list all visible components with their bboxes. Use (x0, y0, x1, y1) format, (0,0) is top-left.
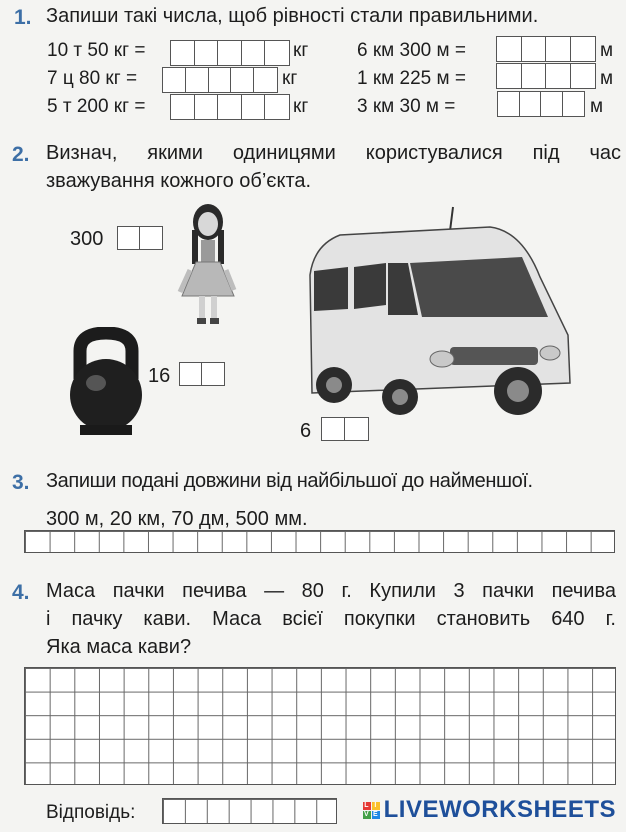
task1-number: 1. (14, 6, 32, 29)
task1-instruction: Запиши такі числа, щоб рівності стали правильними. (46, 5, 539, 27)
task4-line2: і пачку кави. Маса всієї покупки становить 640 г. (46, 608, 616, 630)
answer-label: Відповідь: (46, 802, 136, 823)
task1-expr-4: 6 км 300 м = (357, 40, 466, 61)
task1-unit-4: м (600, 40, 614, 61)
task1-expr-5: 1 км 225 м = (357, 68, 466, 89)
task1-expr-1: 10 т 50 кг = (47, 40, 146, 61)
answer-cells[interactable] (496, 63, 596, 89)
task2-line1: Визнач, якими одиницями користувалися під час (46, 142, 621, 164)
doll-image (170, 200, 240, 328)
task2-line2: зважування кожного об’єкта. (46, 170, 312, 192)
solution-grid[interactable] (24, 667, 616, 785)
logo-text: LIVEWORKSHEETS (383, 796, 616, 823)
logo-icon: L I V E (364, 801, 379, 818)
task3-instruction: Запиши подані довжини від найбільшої до найменшої. (46, 470, 533, 492)
task1-expr-3: 5 т 200 кг = (47, 96, 146, 117)
task1-unit-5: м (600, 68, 614, 89)
unit-answer-cells[interactable] (179, 362, 225, 386)
weight-value: 16 (148, 365, 171, 387)
task1-unit-3: кг (293, 96, 309, 117)
answer-cells[interactable] (170, 40, 290, 66)
answer-cells[interactable] (162, 67, 278, 93)
task1-expr-6: 3 км 30 м = (357, 96, 456, 117)
unit-answer-cells[interactable] (321, 417, 369, 441)
task4-line3: Яка маса кави? (46, 636, 192, 658)
task4-number: 4. (12, 581, 30, 604)
task1-unit-6: м (590, 96, 604, 117)
task3-number: 3. (12, 471, 30, 494)
doll-value: 300 (70, 228, 104, 250)
task1-expr-2: 7 ц 80 кг = (47, 68, 138, 89)
unit-answer-cells[interactable] (117, 226, 163, 250)
task2-number: 2. (12, 143, 30, 166)
task1-unit-1: кг (293, 40, 309, 61)
answer-input[interactable] (162, 798, 337, 824)
answer-strip[interactable] (24, 530, 615, 553)
task4-line1: Маса пачки печива — 80 г. Купили 3 пачки печива (46, 580, 616, 602)
van-value: 6 (300, 420, 312, 442)
task1-unit-2: кг (282, 68, 298, 89)
kettlebell-image (66, 327, 146, 437)
van-image (300, 205, 575, 423)
answer-cells[interactable] (170, 94, 290, 120)
answer-cells[interactable] (497, 91, 585, 117)
liveworksheets-logo (363, 796, 616, 824)
answer-cells[interactable] (496, 36, 596, 62)
task3-values: 300 м, 20 км, 70 дм, 500 мм. (46, 508, 308, 530)
